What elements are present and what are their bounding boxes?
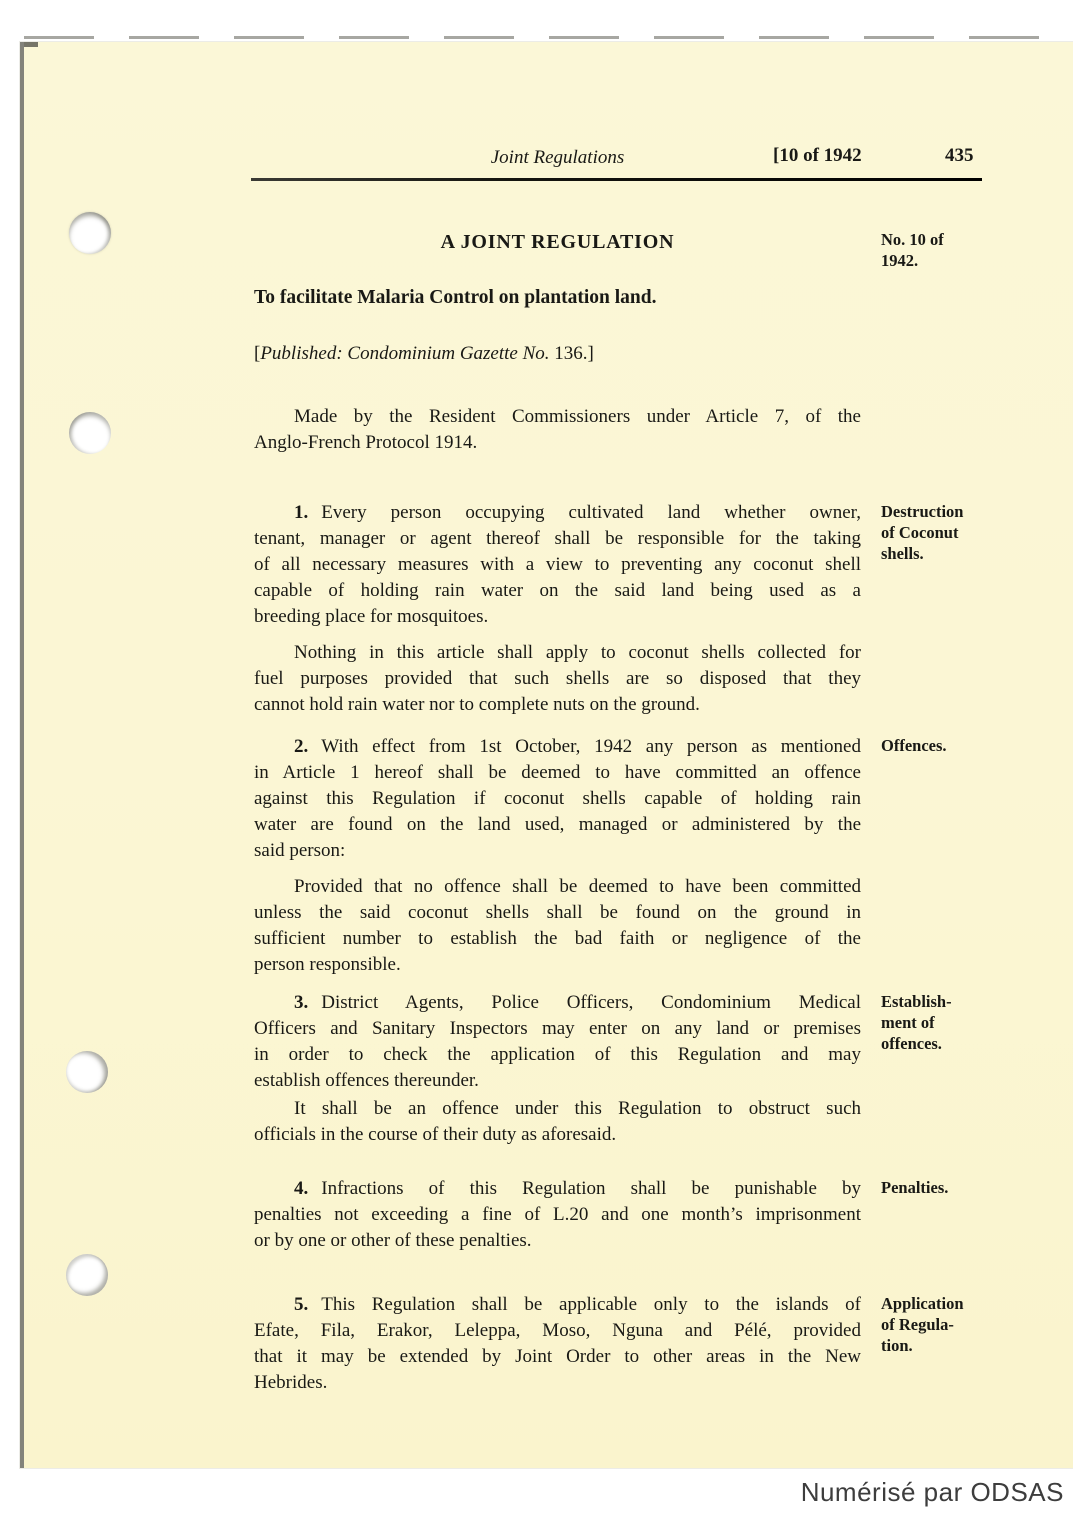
margin-note-establishment-of-offences — [881, 991, 991, 1054]
text-line-content: Nothing in this article shall apply to coconut shells collected for — [294, 642, 861, 663]
text-line: cannot hold rain water nor to complete nuts on the ground. — [254, 694, 700, 715]
text-line — [254, 734, 861, 760]
text-line: that it may be extended by Joint Order to other areas in the New — [254, 1346, 861, 1367]
section-2-paragraph — [254, 734, 861, 864]
section-3-second-paragraph — [254, 1096, 861, 1148]
text-line: Anglo-French Protocol 1914. — [254, 432, 478, 453]
section-1-second-paragraph — [254, 640, 861, 718]
punch-hole — [66, 1051, 108, 1093]
section-4-paragraph — [254, 1176, 861, 1254]
margin-note-line: Application — [881, 1294, 964, 1313]
text-line — [254, 990, 861, 1016]
preamble-paragraph — [254, 404, 861, 456]
margin-note-line: Offences. — [881, 736, 947, 755]
text-line — [254, 404, 861, 430]
text-line: breeding place for mosquitoes. — [254, 606, 489, 627]
text-line — [254, 640, 861, 666]
margin-note-line: Establish- — [881, 992, 952, 1011]
text-line: against this Regulation if coconut shells capable of holding rain — [254, 788, 861, 809]
text-line: Efate, Fila, Erakor, Leleppa, Moso, Nguna and Pélé, provided — [254, 1320, 861, 1341]
regulation-heading: A JOINT REGULATION — [440, 231, 675, 253]
margin-note-regulation-number — [881, 229, 991, 271]
text-line-content: This Regulation shall be applicable only to the islands of — [321, 1294, 861, 1315]
text-line: tenant, manager or agent thereof shall be responsible for the taking — [254, 528, 861, 549]
scan-artifact — [24, 42, 38, 47]
text-line — [254, 1176, 861, 1202]
text-line: said person: — [254, 840, 346, 861]
text-line — [254, 1292, 861, 1318]
text-line: water are found on the land used, managed or administered by the — [254, 814, 861, 835]
text-line: penalties not exceeding a fine of L.20 and one month’s imprisonment — [254, 1204, 861, 1225]
text-line: establish offences thereunder. — [254, 1070, 479, 1091]
margin-note-line: Penalties. — [881, 1178, 949, 1197]
header-rule — [251, 178, 982, 181]
odsas-watermark: Numérisé par ODSAS — [800, 1477, 1064, 1507]
punch-hole — [69, 212, 111, 254]
section-3-paragraph — [254, 990, 861, 1094]
text-line: in order to check the application of this Regulation and may — [254, 1044, 861, 1065]
section-5-paragraph — [254, 1292, 861, 1396]
margin-note-line: of Regula- — [881, 1315, 954, 1334]
section-number: 4. — [294, 1178, 309, 1199]
text-line — [254, 874, 861, 900]
margin-note-line: No. 10 of — [881, 230, 944, 249]
margin-note-application-of-regulation — [881, 1293, 991, 1356]
text-line: or by one or other of these penalties. — [254, 1230, 532, 1251]
punch-hole — [66, 1254, 108, 1296]
text-line-content: With effect from 1st October, 1942 any person as mentioned — [321, 736, 861, 757]
margin-note-offences — [881, 735, 991, 756]
text-line: unless the said coconut shells shall be found on the ground in — [254, 902, 861, 923]
margin-note-line: Destruction — [881, 502, 964, 521]
margin-note-line: 1942. — [881, 251, 919, 270]
margin-note-line: ment of — [881, 1013, 935, 1032]
running-header-journal: Joint Regulations — [490, 147, 625, 168]
section-number: 5. — [294, 1294, 309, 1315]
running-header-page-number: 435 — [945, 145, 974, 166]
text-line: officials in the course of their duty as aforesaid. — [254, 1124, 617, 1145]
section-2-proviso-paragraph — [254, 874, 861, 978]
text-line — [254, 500, 861, 526]
text-line: fuel purposes provided that such shells are so disposed that they — [254, 668, 861, 689]
published-line — [254, 341, 861, 367]
margin-note-destruction-of-coconut-shells — [881, 501, 991, 564]
section-number: 3. — [294, 992, 309, 1013]
text-line: of all necessary measures with a view to preventing any coconut shell — [254, 554, 861, 575]
margin-note-line: of Coconut — [881, 523, 959, 542]
text-line-content: It shall be an offence under this Regulation to obstruct such — [294, 1098, 861, 1119]
paper-sheet — [20, 42, 1073, 1468]
section-1-paragraph — [254, 500, 861, 630]
text-line: capable of holding rain water on the said land being used as a — [254, 580, 861, 601]
section-number: 2. — [294, 736, 309, 757]
text-line: in Article 1 hereof shall be deemed to have committed an offence — [254, 762, 861, 783]
text-line: sufficient number to establish the bad faith or negligence of the — [254, 928, 861, 949]
text-line-content: District Agents, Police Officers, Condominium Medical — [321, 992, 861, 1013]
page-top-edge — [24, 36, 1073, 39]
margin-note-penalties — [881, 1177, 991, 1198]
text-line: Hebrides. — [254, 1372, 328, 1393]
margin-note-line: shells. — [881, 544, 924, 563]
running-header-citation: [10 of 1942 — [773, 145, 862, 166]
text-line: person responsible. — [254, 954, 401, 975]
subject-title: To facilitate Malaria Control on plantation land. — [254, 287, 657, 308]
published-bracket: [ — [254, 343, 261, 364]
margin-note-line: tion. — [881, 1336, 913, 1355]
text-line-content: Made by the Resident Commissioners under Article 7, of the — [294, 406, 861, 427]
text-line-content: Every person occupying cultivated land whether owner, — [321, 502, 861, 523]
text-line: Officers and Sanitary Inspectors may enter on any land or premises — [254, 1018, 861, 1039]
published-gazette-number: 136.] — [549, 343, 594, 364]
margin-note-line: offences. — [881, 1034, 942, 1053]
text-line-content: Provided that no offence shall be deemed to have been committed — [294, 876, 861, 897]
section-number: 1. — [294, 502, 309, 523]
punch-hole — [69, 412, 111, 454]
text-line-content: Infractions of this Regulation shall be punishable by — [321, 1178, 861, 1199]
text-line — [254, 1096, 861, 1122]
published-italic-text: Published: Condominium Gazette No. — [260, 343, 550, 364]
